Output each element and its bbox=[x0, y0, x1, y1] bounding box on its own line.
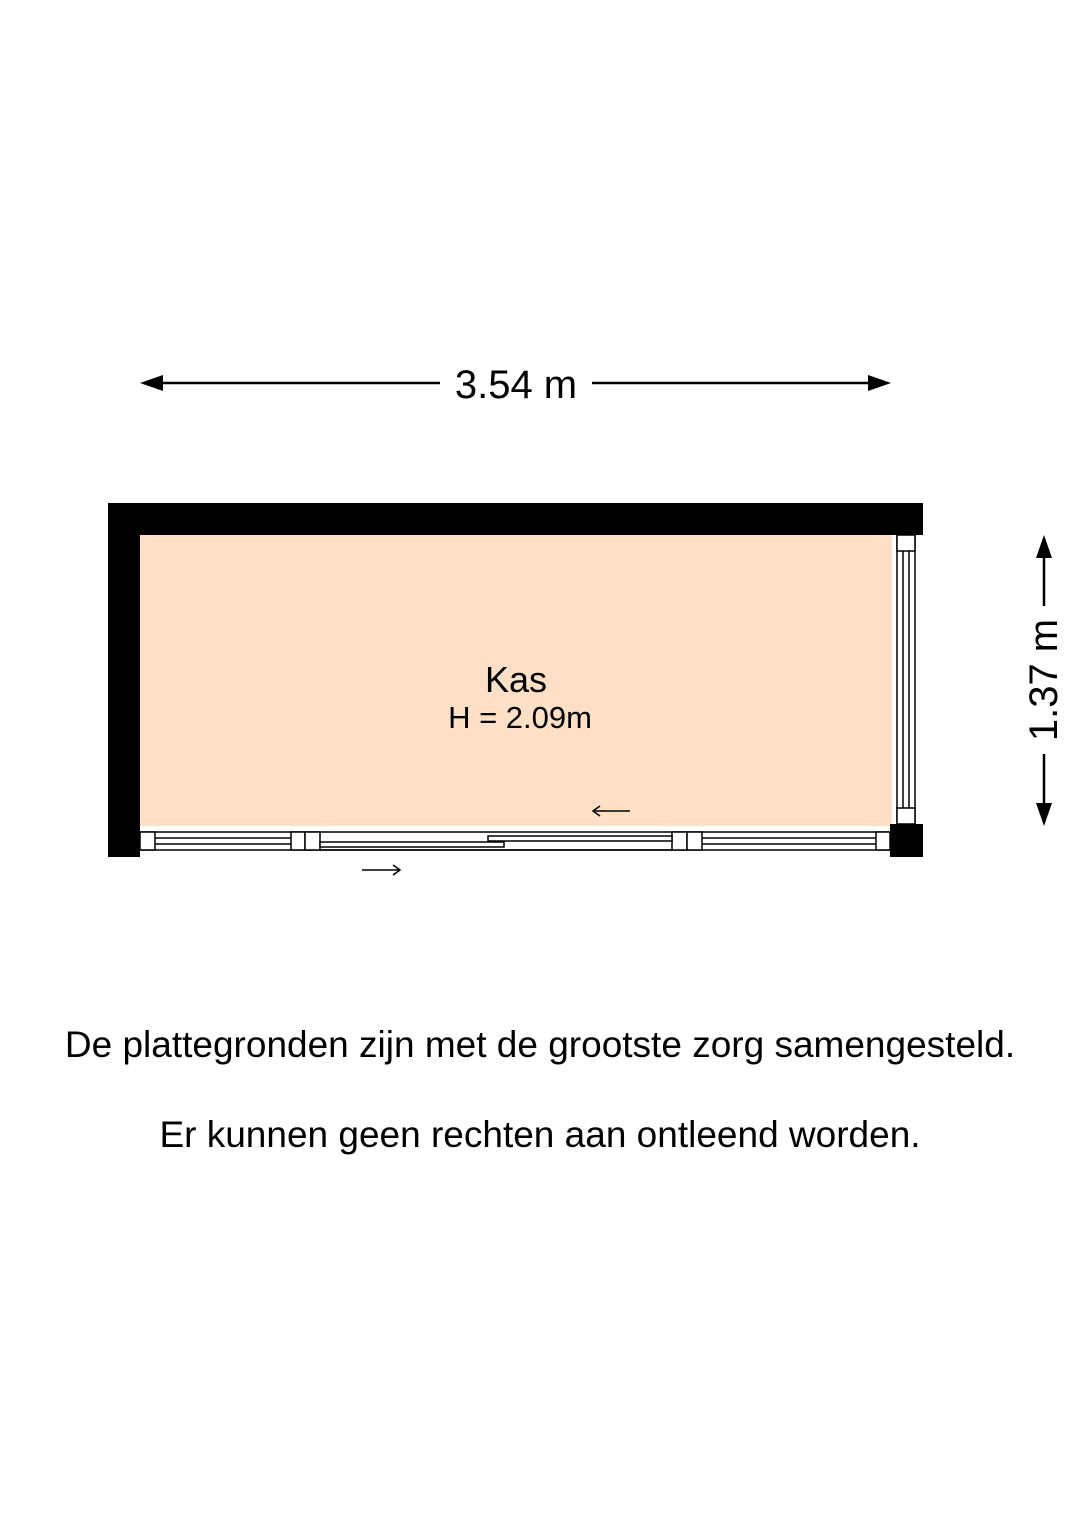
sliding-door-panel-2 bbox=[488, 836, 672, 841]
disclaimer-line-1: De plattegronden zijn met de grootste zorg samengesteld. bbox=[64, 1024, 1016, 1065]
window-right-mullion-top bbox=[897, 535, 915, 551]
sliding-door-panel-1 bbox=[320, 842, 504, 847]
bottom-post-5 bbox=[687, 832, 702, 850]
room-name: Kas bbox=[484, 659, 548, 700]
depth-dimension-label: 1.37 m bbox=[1022, 618, 1066, 742]
bottom-post-1 bbox=[140, 832, 155, 850]
arrow-up-icon bbox=[1036, 535, 1052, 558]
wall-top bbox=[108, 503, 923, 535]
wall-left bbox=[108, 503, 140, 857]
arrow-right-icon bbox=[868, 375, 891, 391]
window-right-mullion-bottom bbox=[897, 808, 915, 824]
window-right-frame bbox=[897, 535, 915, 824]
window-right bbox=[897, 535, 915, 824]
wall-corner-bottom-right bbox=[890, 824, 923, 857]
bottom-glazing bbox=[140, 832, 890, 850]
bottom-post-2 bbox=[291, 832, 305, 850]
disclaimer-line-2: Er kunnen geen rechten aan ontleend worden. bbox=[159, 1114, 921, 1155]
width-dimension bbox=[140, 363, 891, 407]
room-height: H = 2.09m bbox=[448, 700, 592, 735]
bottom-post-3 bbox=[305, 832, 320, 850]
width-dimension-label: 3.54 m bbox=[454, 363, 578, 407]
arrow-left-icon bbox=[140, 375, 163, 391]
arrow-down-icon bbox=[1036, 803, 1052, 826]
bottom-post-4 bbox=[672, 832, 687, 850]
depth-dimension bbox=[1022, 535, 1066, 826]
bottom-post-6 bbox=[876, 832, 890, 850]
